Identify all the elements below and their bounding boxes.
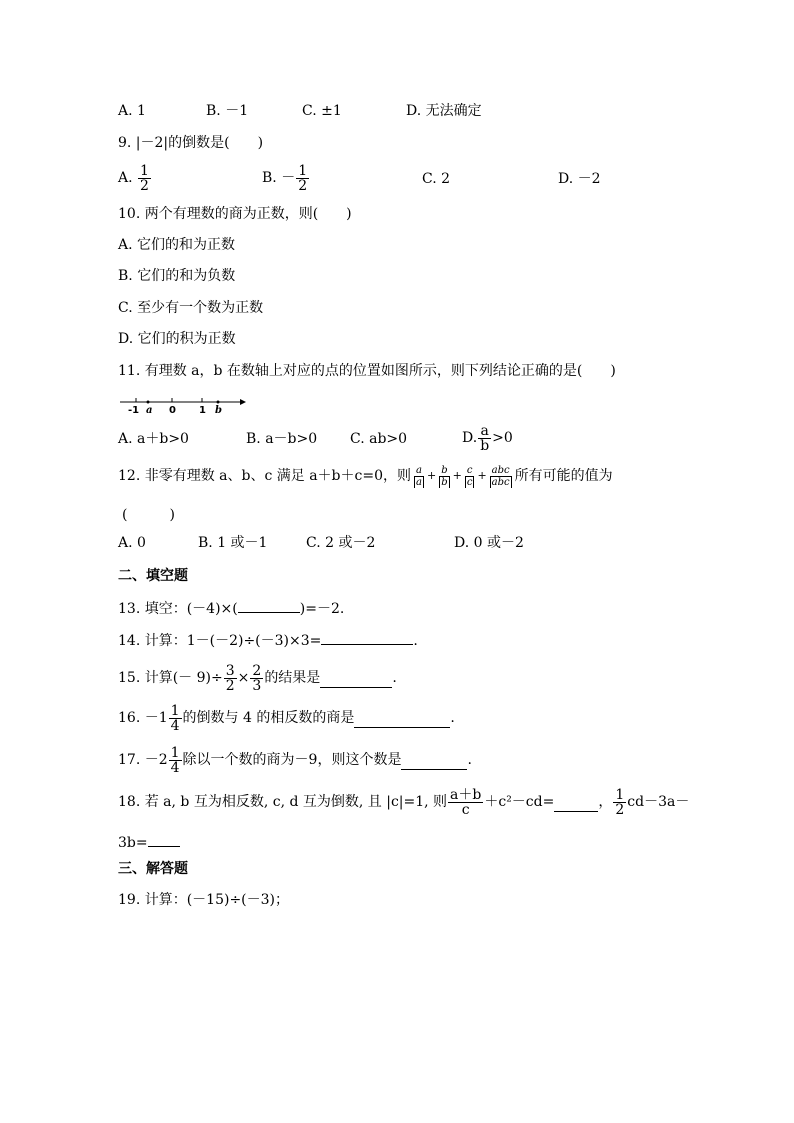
q11-option-d-label: D. [462, 430, 478, 446]
axis-label-neg1: -1 [128, 405, 140, 416]
q18-answer-blank-1[interactable] [554, 797, 598, 812]
q11-option-d-suffix: >0 [492, 430, 513, 446]
q10-option-b: B. 它们的和为负数 [118, 268, 236, 284]
q17-prefix: 17. －2 [118, 752, 168, 768]
q9-option-c: C. 2 [422, 171, 451, 187]
q14-answer-blank[interactable] [321, 630, 413, 645]
q11-option-d [462, 418, 513, 458]
number-line [118, 392, 248, 416]
q17-suffix: 除以一个数的商为－9，则这个数是 [182, 752, 402, 768]
q10-stem: 10. 两个有理数的商为正数，则( ) [118, 206, 352, 222]
q8-option-c: C. ±1 [302, 103, 342, 119]
q18-answer-blank-2[interactable] [148, 832, 180, 847]
axis-label-a: a [146, 405, 153, 416]
q12-option-a: A. 0 [118, 535, 146, 551]
fraction-abc: $\frac{\text{abc}}{\text{abc}}$ [491, 464, 510, 488]
q11-option-c: C. ab>0 [350, 431, 408, 447]
q18-mid: ＋c²－cd= [484, 794, 555, 810]
q9-stem: 9. |－2|的倒数是( ) [118, 135, 264, 151]
fraction: $\frac{1}{4}$ [170, 702, 180, 734]
q10-option-a: A. 它们的和为正数 [118, 237, 236, 253]
q17: 17. －2 $\frac{1}{4}$ 除以一个数的商为－9，则这个数是 . [118, 744, 472, 776]
q18-line2-text: 3b= [118, 835, 148, 851]
q10-option-c: C. 至少有一个数为正数 [118, 300, 264, 316]
q12-option-b: B. 1 或－1 [198, 535, 268, 551]
fraction: $\frac{1}{2}$ [615, 786, 625, 818]
axis-label-0: 0 [169, 405, 176, 416]
fraction: $\frac{1}{4}$ [170, 744, 180, 776]
q14 [118, 630, 418, 650]
q18-tail: cd－3a－ [627, 794, 690, 810]
fraction: $\frac{1}{2}$ [298, 162, 308, 194]
q11-stem: 11. 有理数 a，b 在数轴上对应的点的位置如图所示，则下列结论正确的是( ) [118, 363, 616, 379]
q9-option-a-label: A. [118, 170, 133, 186]
q16-suffix: 的倒数与 4 的相反数的商是 [182, 710, 355, 726]
q13-answer-blank[interactable] [238, 598, 300, 613]
q9-option-d: D. －2 [558, 171, 601, 187]
q16-prefix: 16. －1 [118, 710, 168, 726]
q9-option-b [262, 158, 310, 198]
axis-label-b: b [215, 405, 222, 416]
fraction: $\frac{2}{3}$ [252, 662, 262, 694]
q18-line2 [118, 832, 180, 852]
q16: 16. －1 $\frac{1}{4}$ 的倒数与 4 的相反数的商是 . [118, 702, 455, 734]
q11-option-b: B. a－b>0 [246, 431, 318, 447]
q17-answer-blank[interactable] [401, 755, 467, 770]
q12-option-c: C. 2 或－2 [306, 535, 376, 551]
q15-answer-blank[interactable] [320, 673, 392, 688]
q12-stem-suffix: 所有可能的值为 [514, 468, 613, 484]
fraction-b: $\frac{b}{b}$ [441, 464, 448, 488]
axis-label-1: 1 [199, 405, 206, 416]
q13-prefix: 13. 填空：(－4)×( [118, 601, 238, 617]
q19: 19. 计算：(－15)÷(－3)； [118, 892, 290, 908]
q18: 18. 若 a, b 互为相反数, c, d 互为倒数, 且 |c|=1, 则 $\frac{a+b}{c}$ ＋c²－cd= ， $\frac{1}{2}$ cd－3a－ [118, 786, 690, 818]
fraction: $\frac{a+b}{c}$ [450, 786, 482, 818]
q9-option-a [118, 158, 152, 198]
q14-suffix: . [413, 633, 418, 649]
q8-option-b: B. －1 [206, 103, 249, 119]
q15: 15. 计算(－ 9)÷ $\frac{3}{2}$ × $\frac{2}{3}$ 的结果是 . [118, 662, 397, 694]
q16-answer-blank[interactable] [354, 713, 450, 728]
fraction: $\frac{a}{b}$ [480, 422, 490, 454]
q15-suffix: 的结果是 [264, 670, 321, 686]
fraction: $\frac{3}{2}$ [225, 662, 235, 694]
q10-option-d: D. 它们的积为正数 [118, 331, 236, 347]
section-fill-in-heading: 二、填空题 [118, 568, 188, 584]
q13 [118, 598, 344, 618]
q8-option-d: D. 无法确定 [406, 103, 482, 119]
fraction-a: $\frac{a}{a}$ [416, 464, 422, 488]
q12-option-d: D. 0 或－2 [454, 535, 524, 551]
fraction-c: $\frac{c}{c}$ [466, 464, 473, 488]
q11-option-a: A. a＋b>0 [118, 431, 189, 447]
q8-option-a: A. 1 [118, 103, 146, 119]
q12-paren: ( ) [122, 507, 175, 523]
q9-option-b-label: B. － [262, 170, 296, 186]
section-answer-heading: 三、解答题 [118, 861, 188, 877]
q12-stem: 12. 非零有理数 a、b、c 满足 a＋b＋c=0，则 $\frac{a}{a}$ + $\frac{b}{b}$ + $\frac{c}{c}$ + $\frac{\text{abc}}{\text{abc}}$ 所有可能的值为 [118, 464, 613, 488]
q14-prefix: 14. 计算：1－(－2)÷(－3)×3= [118, 633, 322, 649]
q13-suffix: )=－2. [299, 601, 345, 617]
q12-stem-prefix: 12. 非零有理数 a、b、c 满足 a＋b＋c=0，则 [118, 468, 412, 484]
q15-prefix: 15. 计算(－ 9)÷ [118, 670, 223, 686]
q18-prefix: 18. 若 a, b 互为相反数, c, d 互为倒数, 且 |c|=1, 则 [118, 794, 448, 810]
fraction: $\frac{1}{2}$ [140, 162, 149, 194]
